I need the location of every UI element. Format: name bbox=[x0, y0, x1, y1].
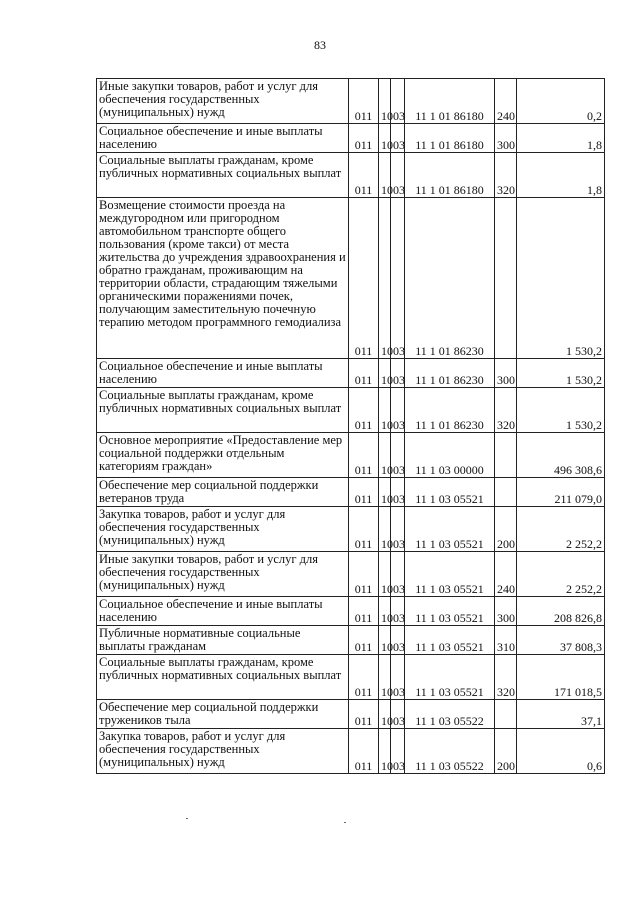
table-row bbox=[97, 552, 605, 597]
row-name: Публичные нормативные социальные выплаты гражданам bbox=[97, 626, 349, 655]
subsection-code: 03 bbox=[391, 388, 405, 433]
table-row bbox=[97, 700, 605, 729]
subsection-code: 03 bbox=[391, 597, 405, 626]
subsection-code: 03 bbox=[391, 478, 405, 507]
program-code: 11 1 03 05521 bbox=[405, 478, 495, 507]
row-name: Обеспечение мер социальной поддержки ветеранов труда bbox=[97, 478, 349, 507]
section-code: 10 bbox=[379, 198, 391, 359]
section-code: 10 bbox=[379, 655, 391, 700]
row-name: Иные закупки товаров, работ и услуг для обеспечения государственных (муниципальных) нужд bbox=[97, 79, 349, 124]
row-name: Обеспечение мер социальной поддержки тружеников тыла bbox=[97, 700, 349, 729]
amount-value: 0,2 bbox=[517, 79, 605, 124]
amount-value: 1 530,2 bbox=[517, 198, 605, 359]
program-code: 11 1 03 05521 bbox=[405, 597, 495, 626]
ministry-code: 011 bbox=[349, 359, 379, 388]
row-name: Социальное обеспечение и иные выплаты населению bbox=[97, 124, 349, 153]
section-code: 10 bbox=[379, 626, 391, 655]
section-code: 10 bbox=[379, 507, 391, 552]
table-row bbox=[97, 153, 605, 198]
program-code: 11 1 03 05522 bbox=[405, 700, 495, 729]
expense-type-code: 320 bbox=[495, 388, 517, 433]
program-code: 11 1 03 05521 bbox=[405, 655, 495, 700]
subsection-code: 03 bbox=[391, 359, 405, 388]
ministry-code: 011 bbox=[349, 124, 379, 153]
row-name: Социальное обеспечение и иные выплаты населению bbox=[97, 359, 349, 388]
subsection-code: 03 bbox=[391, 433, 405, 478]
ministry-code: 011 bbox=[349, 655, 379, 700]
row-name: Социальные выплаты гражданам, кроме публичных нормативных социальных выплат bbox=[97, 388, 349, 433]
program-code: 11 1 03 05521 bbox=[405, 626, 495, 655]
row-name: Социальное обеспечение и иные выплаты населению bbox=[97, 597, 349, 626]
section-code: 10 bbox=[379, 700, 391, 729]
program-code: 11 1 01 86180 bbox=[405, 153, 495, 198]
program-code: 11 1 03 05521 bbox=[405, 507, 495, 552]
amount-value: 1 530,2 bbox=[517, 388, 605, 433]
expense-type-code: 300 bbox=[495, 359, 517, 388]
ministry-code: 011 bbox=[349, 626, 379, 655]
ministry-code: 011 bbox=[349, 433, 379, 478]
expense-type-code: 300 bbox=[495, 597, 517, 626]
ministry-code: 011 bbox=[349, 729, 379, 774]
amount-value: 2 252,2 bbox=[517, 507, 605, 552]
program-code: 11 1 03 05521 bbox=[405, 552, 495, 597]
row-name: Иные закупки товаров, работ и услуг для обеспечения государственных (муниципальных) нужд bbox=[97, 552, 349, 597]
section-code: 10 bbox=[379, 552, 391, 597]
table-row bbox=[97, 626, 605, 655]
ministry-code: 011 bbox=[349, 700, 379, 729]
subsection-code: 03 bbox=[391, 552, 405, 597]
table-row bbox=[97, 388, 605, 433]
table-row bbox=[97, 729, 605, 774]
program-code: 11 1 01 86230 bbox=[405, 388, 495, 433]
expense-type-code: 240 bbox=[495, 552, 517, 597]
ministry-code: 011 bbox=[349, 388, 379, 433]
program-code: 11 1 03 05522 bbox=[405, 729, 495, 774]
row-name: Закупка товаров, работ и услуг для обеспечения государственных (муниципальных) нужд bbox=[97, 507, 349, 552]
subsection-code: 03 bbox=[391, 700, 405, 729]
table-row bbox=[97, 655, 605, 700]
amount-value: 1,8 bbox=[517, 153, 605, 198]
ministry-code: 011 bbox=[349, 478, 379, 507]
ministry-code: 011 bbox=[349, 552, 379, 597]
expense-type-code: 310 bbox=[495, 626, 517, 655]
section-code: 10 bbox=[379, 597, 391, 626]
table-row bbox=[97, 507, 605, 552]
section-code: 10 bbox=[379, 478, 391, 507]
ministry-code: 011 bbox=[349, 597, 379, 626]
amount-value: 0,6 bbox=[517, 729, 605, 774]
ministry-code: 011 bbox=[349, 507, 379, 552]
expense-type-code: 200 bbox=[495, 729, 517, 774]
row-name: Закупка товаров, работ и услуг для обеспечения государственных (муниципальных) нужд bbox=[97, 729, 349, 774]
subsection-code: 03 bbox=[391, 124, 405, 153]
amount-value: 208 826,8 bbox=[517, 597, 605, 626]
section-code: 10 bbox=[379, 124, 391, 153]
table-body bbox=[97, 79, 605, 774]
budget-table bbox=[96, 78, 605, 774]
row-name: Социальные выплаты гражданам, кроме публичных нормативных социальных выплат bbox=[97, 153, 349, 198]
amount-value: 211 079,0 bbox=[517, 478, 605, 507]
table-row bbox=[97, 359, 605, 388]
subsection-code: 03 bbox=[391, 626, 405, 655]
subsection-code: 03 bbox=[391, 729, 405, 774]
amount-value: 37 808,3 bbox=[517, 626, 605, 655]
table-row bbox=[97, 79, 605, 124]
table-row bbox=[97, 478, 605, 507]
expense-type-code: 240 bbox=[495, 79, 517, 124]
table-row bbox=[97, 433, 605, 478]
row-name: Социальные выплаты гражданам, кроме публичных нормативных социальных выплат bbox=[97, 655, 349, 700]
subsection-code: 03 bbox=[391, 79, 405, 124]
subsection-code: 03 bbox=[391, 507, 405, 552]
section-code: 10 bbox=[379, 79, 391, 124]
section-code: 10 bbox=[379, 729, 391, 774]
amount-value: 37,1 bbox=[517, 700, 605, 729]
page-number: 83 bbox=[314, 38, 326, 52]
row-name: Основное мероприятие «Предоставление мер социальной поддержки отдельным категориям граждан» bbox=[97, 433, 349, 478]
program-code: 11 1 03 00000 bbox=[405, 433, 495, 478]
row-name: Возмещение стоимости проезда на междугородном или пригородном автомобильном транспорте общего пользования (кроме такси) от места жительства до учреждения здравоохранения и обратно гражданам, проживающим на территории области, страдающим тяжелыми органическими поражениями почек, получающим заместительную почечную терапию методом программного гемодиализа bbox=[97, 198, 349, 359]
expense-type-code: 320 bbox=[495, 153, 517, 198]
program-code: 11 1 01 86180 bbox=[405, 79, 495, 124]
amount-value: 171 018,5 bbox=[517, 655, 605, 700]
ministry-code: 011 bbox=[349, 79, 379, 124]
table-row bbox=[97, 124, 605, 153]
ministry-code: 011 bbox=[349, 153, 379, 198]
subsection-code: 03 bbox=[391, 153, 405, 198]
scan-speck bbox=[344, 822, 346, 823]
table-row bbox=[97, 198, 605, 359]
ministry-code: 011 bbox=[349, 198, 379, 359]
expense-type-code: 320 bbox=[495, 655, 517, 700]
amount-value: 1,8 bbox=[517, 124, 605, 153]
expense-type-code bbox=[495, 478, 517, 507]
program-code: 11 1 01 86230 bbox=[405, 198, 495, 359]
program-code: 11 1 01 86180 bbox=[405, 124, 495, 153]
expense-type-code: 300 bbox=[495, 124, 517, 153]
table-row bbox=[97, 597, 605, 626]
amount-value: 496 308,6 bbox=[517, 433, 605, 478]
amount-value: 2 252,2 bbox=[517, 552, 605, 597]
expense-type-code bbox=[495, 433, 517, 478]
subsection-code: 03 bbox=[391, 655, 405, 700]
scan-speck bbox=[186, 818, 188, 819]
subsection-code: 03 bbox=[391, 198, 405, 359]
expense-type-code: 200 bbox=[495, 507, 517, 552]
section-code: 10 bbox=[379, 433, 391, 478]
section-code: 10 bbox=[379, 388, 391, 433]
amount-value: 1 530,2 bbox=[517, 359, 605, 388]
section-code: 10 bbox=[379, 359, 391, 388]
expense-type-code bbox=[495, 700, 517, 729]
expense-type-code bbox=[495, 198, 517, 359]
section-code: 10 bbox=[379, 153, 391, 198]
program-code: 11 1 01 86230 bbox=[405, 359, 495, 388]
